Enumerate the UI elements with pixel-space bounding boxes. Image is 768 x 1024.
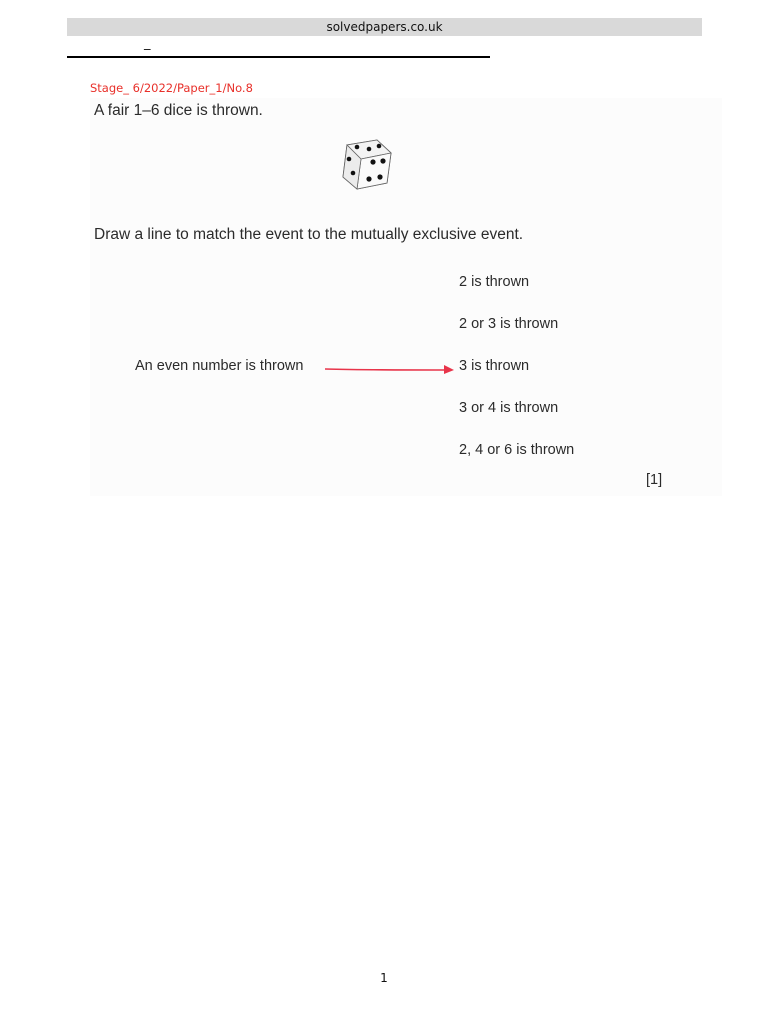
marks-label: [1] — [646, 472, 663, 488]
site-name: solvedpapers.co.uk — [326, 20, 443, 34]
underscore-mark: _ — [144, 36, 151, 51]
question-intro: A fair 1–6 dice is thrown. — [94, 102, 263, 119]
dice-icon — [339, 137, 393, 191]
option-item: 2, 4 or 6 is thrown — [459, 442, 575, 458]
option-item: 2 is thrown — [459, 274, 530, 290]
question-instruction: Draw a line to match the event to the mutually exclusive event. — [94, 226, 524, 243]
option-item: 3 is thrown — [459, 358, 530, 374]
question-reference: Stage_ 6/2022/Paper_1/No.8 — [90, 81, 253, 95]
header-rule — [67, 56, 490, 58]
option-item: 2 or 3 is thrown — [459, 316, 559, 332]
answer-arrow-icon — [322, 361, 456, 377]
page-number: 1 — [380, 971, 388, 985]
question-scan — [90, 98, 722, 496]
site-header — [67, 18, 702, 36]
option-item: 3 or 4 is thrown — [459, 400, 559, 416]
event-label: An even number is thrown — [135, 358, 304, 374]
